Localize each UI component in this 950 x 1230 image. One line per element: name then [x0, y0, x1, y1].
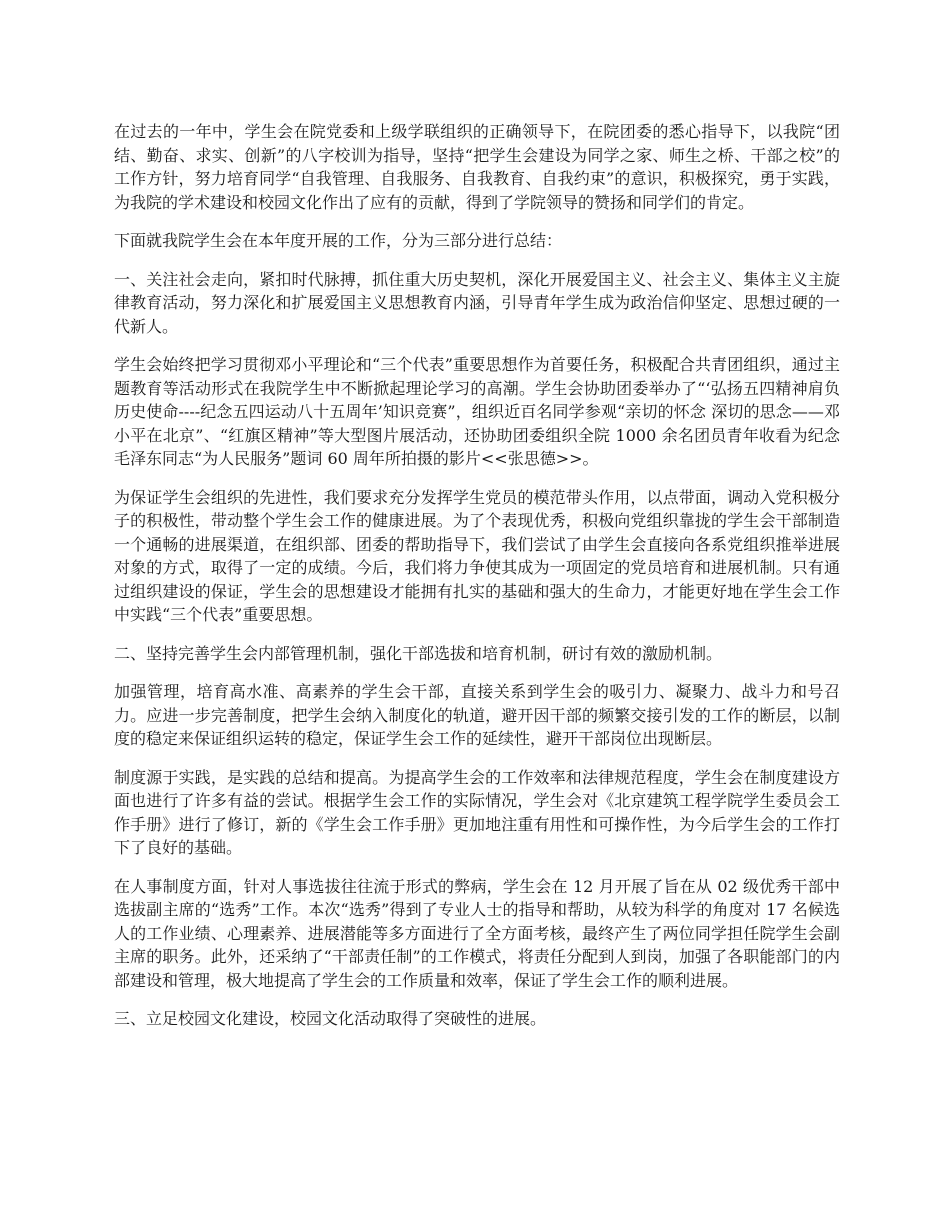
paragraph-overview: 下面就我院学生会在本年度开展的工作，分为三部分进行总结： — [114, 231, 563, 250]
document-body — [114, 120, 840, 1046]
paragraph-system-building: 制度源于实践，是实践的总结和提高。为提高学生会的工作效率和法律规范程度，学生会在制度建设方面也进行了许多有益的尝试。根据学生会工作的实际情况，学生会对《北京建筑工程学院学生委员会工作手册》进行了修订，新的《学生会工作手册》更加地注重有用性和可操作性，为今后学生会的工作打下了良好的基础。 — [114, 767, 840, 857]
paragraph-personnel: 在人事制度方面，针对人事选拔往往流于形式的弊病，学生会在 12 月开展了旨在从 02 级优秀干部中选拔副主席的“选秀”工作。本次“选秀”得到了专业人士的指导和帮助，从较为科学的角度对 17 名候选人的工作业绩、心理素养、进展潜能等多方面进行了全方面考核，最终产生了两位同学担任院学生会副主席的职务。此外，还采纳了“干部责任制”的工作模式，将责任分配到人到岗，加强了各职能部门的内部建设和管理，极大地提高了学生会的工作质量和效率，保证了学生会工作的顺利进展。 — [114, 876, 840, 990]
paragraph-intro: 在过去的一年中，学生会在院党委和上级学联组织的正确领导下，在院团委的悉心指导下，以我院“团结、勤奋、求实、创新”的八字校训为指导，坚持“把学生会建设为同学之家、师生之桥、干部之校”的工作方针，努力培育同学“自我管理、自我服务、自我教育、自我约束”的意识，积极探究，勇于实践，为我院的学术建设和校园文化作出了应有的贡献，得到了学院领导的赞扬和同学们的肯定。 — [114, 122, 840, 212]
section-heading-3: 三、立足校园文化建设，校园文化活动取得了突破性的进展。 — [114, 1009, 547, 1028]
paragraph-theory-study: 学生会始终把学习贯彻邓小平理论和“三个代表”重要思想作为首要任务，积极配合共青团组织，通过主题教育等活动形式在我院学生中不断掀起理论学习的高潮。学生会协助团委举办了“‘弘扬五四精神肩负历史使命----纪念五四运动八十五周年’知识竞赛”，组织近百名同学参观“亲切的怀念 深切的思念——邓小平在北京”、“红旗区精神”等大型图片展活动，还协助团委组织全院 1000 余名团员青年收看为纪念毛泽东同志“为人民服务”题词 60 周年所拍摄的影片<<张思德>>。 — [114, 355, 840, 468]
section-heading-2: 二、坚持完善学生会内部管理机制，强化干部选拔和培育机制，研讨有效的激励机制。 — [114, 643, 723, 663]
paragraph-party-building: 为保证学生会组织的先进性，我们要求充分发挥学生党员的模范带头作用，以点带面，调动入党积极分子的积极性，带动整个学生会工作的健康进展。为了个表现优秀，积极向党组织靠拢的学生会干部制造一个通畅的进展渠道，在组织部、团委的帮助指导下，我们尝试了由学生会直接向各系党组织推举进展对象的方式，取得了一定的成绩。今后，我们将力争使其成为一项固定的党员培育和进展机制。只有通过组织建设的保证，学生会的思想建设才能拥有扎实的基础和强大的生命力，才能更好地在学生会工作中实践“三个代表”重要思想。 — [114, 487, 840, 624]
section-heading-1: 一、关注社会走向，紧扣时代脉搏，抓住重大历史契机，深化开展爱国主义、社会主义、集体主义主旋律教育活动，努力深化和扩展爱国主义思想教育内涵，引导青年学生成为政治信仰坚定、思想过硬的一代新人。 — [114, 269, 840, 336]
paragraph-management: 加强管理，培育高水准、高素养的学生会干部，直接关系到学生会的吸引力、凝聚力、战斗力和号召力。应进一步完善制度，把学生会纳入制度化的轨道，避开因干部的频繁交接引发的工作的断层，以制度的稳定来保证组织运转的稳定，保证学生会工作的延续性，避开干部岗位出现断层。 — [114, 682, 840, 748]
